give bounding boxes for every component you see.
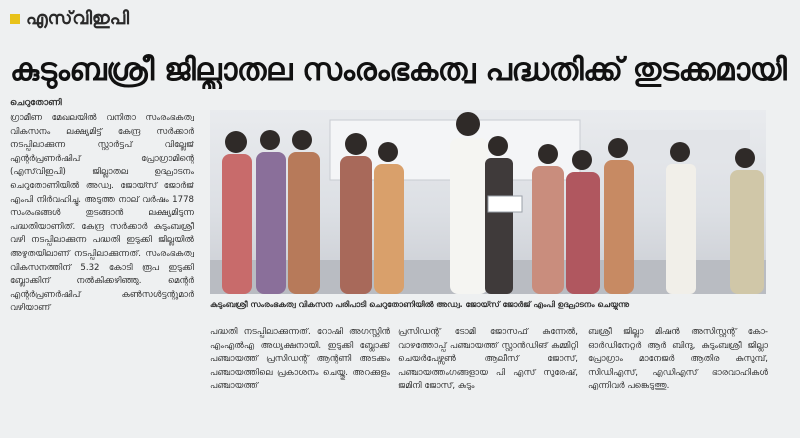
article-column-4: ബശ്രീ ജില്ലാ മിഷൻ അസിസ്റ്റന്റ് കോ-ഓർഡിനേറ്റർ ആർ ബിന്ദു, കുടുംബശ്രീ ജില്ലാ പ്രോഗ്രാം മാനേജർ ആതിര കുസുമ്പ്, സിഡിഎസ്, എഡിഎസ് ഭാരവാഹികൾ എന്നിവർ പങ്കെടുത്തു.: [588, 327, 768, 392]
section-marker: [10, 14, 20, 24]
article-column-2: പദ്ധതി നടപ്പിലാക്കുന്നത്. റോഷി അഗസ്റ്റിൻ എംഎൽഎ അധ്യക്ഷനായി. ഇടുക്കി ബ്ലോക്ക് പഞ്ചായത്ത് പ്രസിഡന്റ് ആന്റണി അടക്കം പഞ്ചായത്തിലെ പ്രകാശനം ചെയ്തു. അറക്കുളം പഞ്ചായത്ത്: [210, 327, 390, 392]
article-headline: കുടുംബശ്രീ ജില്ലാതല സംരംഭകത്വ പദ്ധതിക്ക് തുടക്കമായി: [10, 52, 787, 88]
section-tag: [10, 8, 129, 29]
article-photo: [210, 110, 766, 294]
section-label: എസ്‌വിഇപി: [26, 8, 130, 29]
photo-caption: കുടുംബശ്രീ സംരംഭകത്വ വികസന പരിപാടി ചെറുതോണിയിൽ അഡ്വ. ജോയ്സ് ജോർജ് എംപി ഉദ്ഘാടനം ചെയ്യുന്നു: [210, 300, 630, 309]
article-column-lead: ഗ്രാമീണ മേഖലയിൽ വനിതാ സംരംഭകത്വ വികസനം ലക്ഷ്യമിട്ട് കേന്ദ്ര സർക്കാർ നടപ്പിലാക്കുന്ന സ്റ്റാർട്ടപ് വില്ലേജ് എന്റർപ്രണർഷിപ് പ്രോഗ്രാമിന്റെ (എസ്‌വിഇപി) ജില്ലാതല ഉദ്ഘാടനം ചെറുതോണിയിൽ അഡ്വ. ജോയ്സ് ജോർജ് എംപി നിർവഹിച്ചു. അടുത്ത നാല് വർഷം 1778 സംരംഭങ്ങൾ തുടങ്ങാൻ ലക്ഷ്യമിടുന്ന പദ്ധതിയാണിത്. കേന്ദ്ര സർക്കാർ കുടുംബശ്രീ വഴി നടപ്പിലാക്കുന്ന പദ്ധതി ഇടുക്കി ജില്ലയിൽ അഴുതയിലാണ് നടപ്പിലാക്കുന്നത്. സംരംഭകത്വ വികസനത്തിന് 5.32 കോടി രൂപ ഇടുക്കി ബ്ലോക്കിന് നൽകിക്കഴിഞ്ഞു. മെന്റർ എന്റർപ്രണർഷിപ് കൺസൾട്ടന്റുമാർ വഴിയാണ്: [10, 113, 194, 314]
article-dateline: ചെറുതോണി: [10, 98, 62, 108]
article-column-3: പ്രസിഡന്റ് ടോമി ജോസഫ് കുന്നേൽ, വാഴത്തോപ്പ് പഞ്ചായത്ത് സ്റ്റാൻഡിങ് കമ്മിറ്റി ചെയർപേഴ്സൺ ആലീസ് ജോസ്, പഞ്ചായത്തംഗങ്ങളായ പി എസ് സുരേഷ്, ജമിനി ജോസ്, കുടും: [398, 327, 578, 392]
group-photo-illustration: [210, 110, 766, 294]
